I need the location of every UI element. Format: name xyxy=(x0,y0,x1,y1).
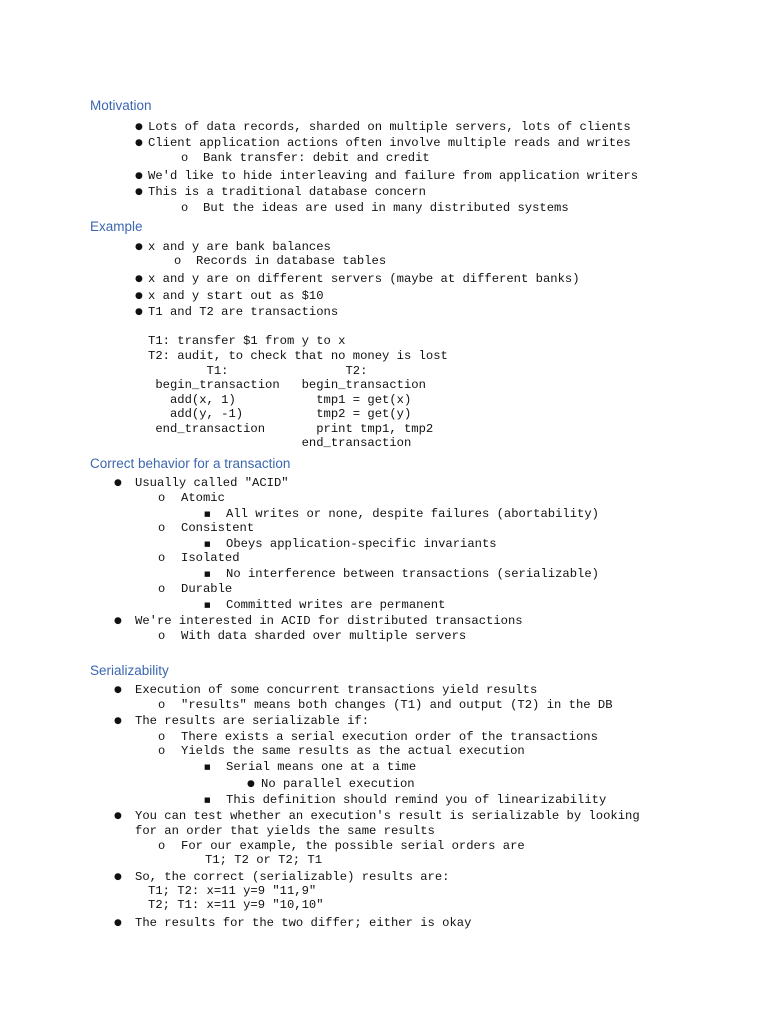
list-item-continuation: T2; T1: x=11 y=9 "10,10" xyxy=(148,898,324,912)
circle-bullet-icon: o xyxy=(158,629,166,643)
bullet-icon: ● xyxy=(114,685,122,695)
list-item: x and y are bank balances xyxy=(148,240,331,254)
list-item: Client application actions often involve multiple reads and writes xyxy=(148,136,631,150)
list-item: Isolated xyxy=(181,551,240,565)
list-item: The results for the two differ; either is okay xyxy=(135,916,472,930)
code-line: T1: T2: xyxy=(148,364,368,378)
code-line: add(y, -1) tmp2 = get(y) xyxy=(148,407,412,421)
circle-bullet-icon: o xyxy=(158,730,166,744)
list-item: We'd like to hide interleaving and failure from application writers xyxy=(148,169,639,183)
circle-bullet-icon: o xyxy=(158,521,166,535)
bullet-icon: ● xyxy=(114,478,122,488)
code-line: add(x, 1) tmp1 = get(x) xyxy=(148,393,412,407)
square-bullet-icon: ■ xyxy=(204,570,211,578)
circle-bullet-icon: o xyxy=(158,551,166,565)
bullet-icon: ● xyxy=(135,291,143,301)
list-item: No parallel execution xyxy=(261,777,415,791)
bullet-icon: ● xyxy=(135,242,143,252)
circle-bullet-icon: o xyxy=(158,698,166,712)
bullet-icon: ● xyxy=(135,274,143,284)
circle-bullet-icon: o xyxy=(181,151,189,165)
list-item: Serial means one at a time xyxy=(226,760,417,774)
bullet-icon: ● xyxy=(114,811,122,821)
list-item-continuation: T1; T2 or T2; T1 xyxy=(205,853,323,867)
heading-motivation: Motivation xyxy=(90,98,152,113)
list-item: So, the correct (serializable) results are: xyxy=(135,870,450,884)
list-item: The results are serializable if: xyxy=(135,714,370,728)
list-item: No interference between transactions (serializable) xyxy=(226,567,599,581)
list-item: T1 and T2 are transactions xyxy=(148,305,339,319)
bullet-icon: ● xyxy=(247,779,255,789)
square-bullet-icon: ■ xyxy=(204,796,211,804)
list-item: Yields the same results as the actual execution xyxy=(181,744,525,758)
code-line: end_transaction print tmp1, tmp2 xyxy=(148,422,434,436)
code-line: end_transaction xyxy=(148,436,412,450)
list-item: x and y are on different servers (maybe at different banks) xyxy=(148,272,580,286)
code-line: T1: transfer $1 from y to x xyxy=(148,334,346,348)
heading-example: Example xyxy=(90,219,143,234)
square-bullet-icon: ■ xyxy=(204,510,211,518)
list-item: Usually called "ACID" xyxy=(135,476,289,490)
square-bullet-icon: ■ xyxy=(204,601,211,609)
list-item: Bank transfer: debit and credit xyxy=(203,151,430,165)
circle-bullet-icon: o xyxy=(158,582,166,596)
list-item: Durable xyxy=(181,582,233,596)
square-bullet-icon: ■ xyxy=(204,763,211,771)
list-item: Records in database tables xyxy=(196,254,387,268)
list-item: x and y start out as $10 xyxy=(148,289,324,303)
square-bullet-icon: ■ xyxy=(204,540,211,548)
list-item: Execution of some concurrent transactions yield results xyxy=(135,683,538,697)
bullet-icon: ● xyxy=(135,187,143,197)
circle-bullet-icon: o xyxy=(158,744,166,758)
list-item: We're interested in ACID for distributed transactions xyxy=(135,614,523,628)
bullet-icon: ● xyxy=(135,307,143,317)
list-item: All writes or none, despite failures (abortability) xyxy=(226,507,599,521)
list-item-continuation: for an order that yields the same results xyxy=(135,824,435,838)
bullet-icon: ● xyxy=(135,122,143,132)
list-item: But the ideas are used in many distributed systems xyxy=(203,201,569,215)
list-item-continuation: T1; T2: x=11 y=9 "11,9" xyxy=(148,884,317,898)
code-line: begin_transaction begin_transaction xyxy=(148,378,426,392)
list-item: You can test whether an execution's result is serializable by looking xyxy=(135,809,640,823)
circle-bullet-icon: o xyxy=(174,254,182,268)
list-item: "results" means both changes (T1) and output (T2) in the DB xyxy=(181,698,613,712)
list-item: Obeys application-specific invariants xyxy=(226,537,497,551)
bullet-icon: ● xyxy=(114,918,122,928)
heading-serializability: Serializability xyxy=(90,663,169,678)
circle-bullet-icon: o xyxy=(158,491,166,505)
circle-bullet-icon: o xyxy=(158,839,166,853)
bullet-icon: ● xyxy=(135,138,143,148)
list-item: There exists a serial execution order of the transactions xyxy=(181,730,598,744)
list-item: This is a traditional database concern xyxy=(148,185,426,199)
list-item: Lots of data records, sharded on multiple servers, lots of clients xyxy=(148,120,631,134)
circle-bullet-icon: o xyxy=(181,201,189,215)
list-item: With data sharded over multiple servers xyxy=(181,629,467,643)
heading-correct-behavior: Correct behavior for a transaction xyxy=(90,456,291,471)
bullet-icon: ● xyxy=(114,716,122,726)
list-item: Atomic xyxy=(181,491,225,505)
list-item: This definition should remind you of linearizability xyxy=(226,793,607,807)
code-line: T2: audit, to check that no money is lost xyxy=(148,349,448,363)
list-item: Consistent xyxy=(181,521,255,535)
list-item: For our example, the possible serial orders are xyxy=(181,839,525,853)
bullet-icon: ● xyxy=(135,171,143,181)
bullet-icon: ● xyxy=(114,616,122,626)
bullet-icon: ● xyxy=(114,872,122,882)
list-item: Committed writes are permanent xyxy=(226,598,446,612)
